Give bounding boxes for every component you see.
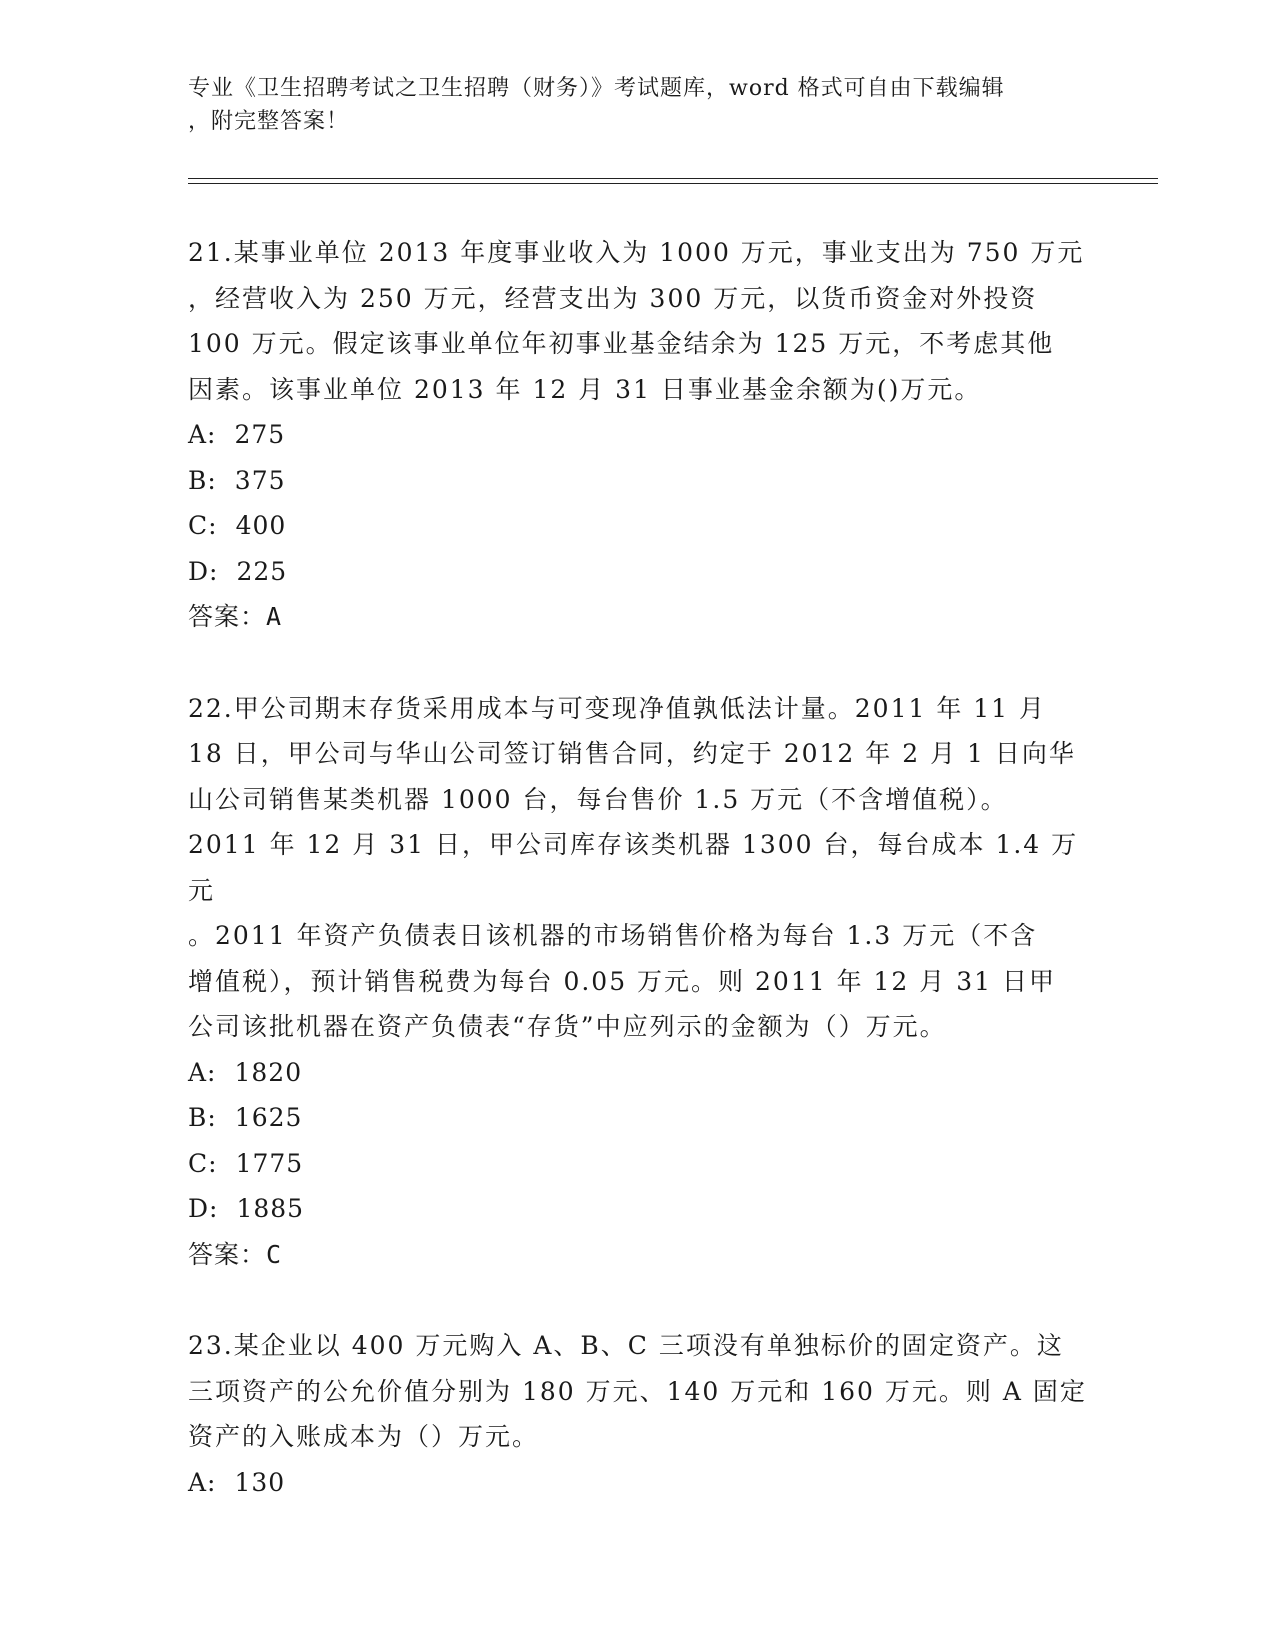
question-23 [188,1323,1088,1505]
question-line: 三项资产的公允价值分别为 180 万元、140 万元和 160 万元。则 A 固定 [188,1376,1087,1406]
option-label: C: [188,511,218,540]
question-line: 2011 年 12 月 31 日，甲公司库存该类机器 1300 台，每台成本 1.4 万元 [188,830,1079,905]
question-line: ，经营收入为 250 万元，经营支出为 300 万元，以货币资金对外投资 [188,283,1038,313]
option-a [188,412,1088,458]
question-line: 23.某企业以 400 万元购入 A、B、C 三项没有单独标价的固定资产。这 [188,1331,1064,1360]
question-line: 。2011 年资产负债表日该机器的市场销售价格为每台 1.3 万元（不含 [188,921,1038,950]
option-b [188,1095,1088,1141]
option-value: 275 [234,420,286,449]
option-label: C: [188,1148,218,1178]
option-d [188,1186,1088,1232]
question-line: 山公司销售某类机器 1000 台，每台售价 1.5 万元（不含增值税）。 [188,784,1008,814]
document-header [188,72,1078,138]
option-c [188,503,1088,549]
option-label: A: [188,420,217,449]
question-22 [188,686,1088,1278]
option-value: 1625 [234,1103,303,1132]
option-c [188,1141,1088,1187]
option-label: A: [188,1467,217,1497]
question-line: 18 日，甲公司与华山公司签订销售合同，约定于 2012 年 2 月 1 日向华 [188,739,1076,768]
option-label: A: [188,1057,217,1087]
answer-text: 答案：C [188,1239,283,1269]
question-21 [188,230,1088,640]
answer-text: 答案：A [188,602,283,631]
option-value: 1775 [235,1148,304,1178]
option-a [188,1460,1088,1506]
option-value: 225 [236,556,288,586]
option-a [188,1050,1088,1096]
header-line-1: 专业《卫生招聘考试之卫生招聘（财务）》考试题库，word 格式可自由下载编辑 [188,76,1005,101]
option-d [188,549,1088,595]
question-line: 100 万元。假定该事业单位年初事业基金结余为 125 万元，不考虑其他 [188,329,1055,358]
question-line: 增值税），预计销售税费为每台 0.05 万元。则 2011 年 12 月 31 日甲 [188,966,1056,996]
question-line: 因素。该事业单位 2013 年 12 月 31 日事业基金余额为()万元。 [188,374,982,404]
option-value: 130 [234,1467,286,1497]
option-label: D: [188,1194,219,1223]
header-line-2: ，附完整答案！ [188,109,350,134]
option-label: B: [188,465,217,495]
option-label: D: [188,556,219,586]
question-text [188,230,1088,412]
question-list [188,230,1088,1551]
option-b [188,458,1088,504]
question-line: 21.某事业单位 2013 年度事业收入为 1000 万元，事业支出为 750 万元 [188,238,1085,267]
question-line: 资产的入账成本为（）万元。 [188,1422,540,1451]
header-rule-top [188,178,1158,179]
option-value: 375 [234,465,286,495]
question-line: 22.甲公司期末存货采用成本与可变现净值孰低法计量。2011 年 11 月 [188,693,1047,723]
question-text [188,1323,1088,1460]
option-value: 1885 [236,1194,305,1223]
header-rule-bottom [188,183,1158,184]
option-label: B: [188,1103,217,1132]
question-line: 公司该批机器在资产负债表“存货”中应列示的金额为（）万元。 [188,1012,947,1041]
option-value: 1820 [234,1057,303,1087]
option-value: 400 [235,511,287,540]
question-text [188,686,1088,1050]
